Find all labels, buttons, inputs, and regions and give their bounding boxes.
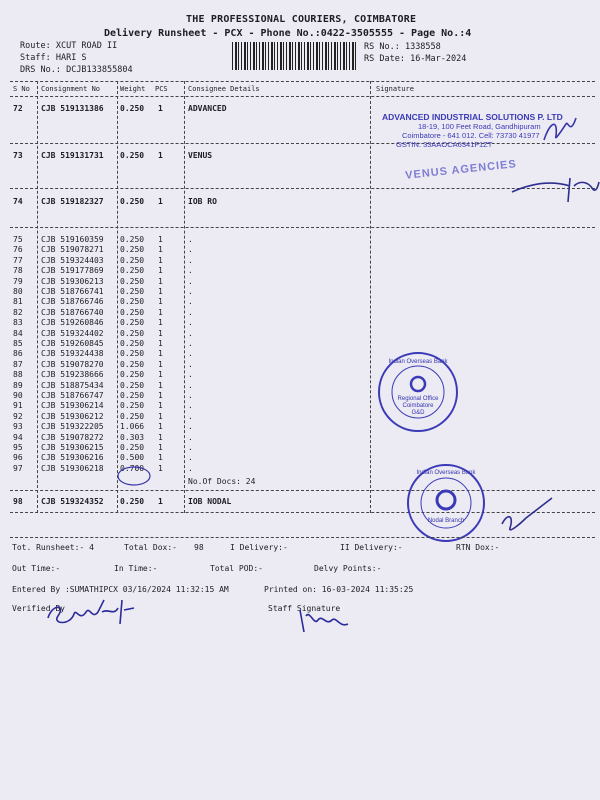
row-consignment: CJB 519160359 xyxy=(41,235,104,244)
row-pcs: 1 xyxy=(158,151,163,160)
row-consignment: CJB 519078272 xyxy=(41,432,104,442)
rs-date-line xyxy=(364,54,466,64)
col-sep-1 xyxy=(37,81,38,513)
row-pcs: 1 xyxy=(158,349,163,359)
row-weight: 0.250 xyxy=(120,235,145,244)
row-pcs: 1 xyxy=(158,497,163,506)
row-pcs: 1 xyxy=(158,453,163,463)
in-time: In Time:- xyxy=(114,564,158,573)
drs-line xyxy=(20,65,133,75)
row-sno: 75 xyxy=(13,235,23,244)
row-pcs: 1 xyxy=(158,380,163,390)
row-consignee: . xyxy=(188,235,193,244)
col-header-sno: S No xyxy=(13,85,30,93)
i-delivery: I Delivery:- xyxy=(230,543,288,552)
row-consignee: . xyxy=(188,432,193,442)
row-weight: 0.250 xyxy=(120,370,145,380)
row-consignee: . xyxy=(188,266,193,276)
row-sno: 72 xyxy=(13,104,23,113)
row-weight: 0.250 xyxy=(120,359,145,369)
row-weight: 0.250 xyxy=(120,197,145,206)
seal-city: Coimbatore xyxy=(402,403,434,409)
row-sep xyxy=(10,227,595,228)
row-pcs: 1 xyxy=(158,411,163,421)
row-consignee: . xyxy=(188,463,193,473)
row-consignment: CJB 518766747 xyxy=(41,391,104,400)
row-weight: 0.250 xyxy=(120,411,145,421)
staff-line xyxy=(20,53,87,63)
row-sno: 76 xyxy=(13,245,23,255)
col-sep-4 xyxy=(370,81,371,513)
row-sno: 85 xyxy=(13,339,23,348)
col-sep-3 xyxy=(184,81,185,513)
company-title: THE PROFESSIONAL COURIERS, COIMBATORE xyxy=(186,14,417,25)
row-consignee: IOB RO xyxy=(188,197,217,206)
row-sno: 83 xyxy=(13,318,23,328)
staff-label: Staff: xyxy=(20,53,51,63)
row-weight: 0.250 xyxy=(120,276,145,286)
row-consignment: CJB 518766741 xyxy=(41,287,104,296)
row-sno: 84 xyxy=(13,328,23,338)
row-sno: 80 xyxy=(13,287,23,296)
row-consignment: CJB 519306214 xyxy=(41,401,104,411)
row-sno: 86 xyxy=(13,349,23,359)
row-sno: 95 xyxy=(13,443,23,452)
iob-logo-icon xyxy=(437,491,455,509)
row-consignment: CJB 519306218 xyxy=(41,463,104,473)
row-sno: 90 xyxy=(13,391,23,400)
row-consignment: CJB 519182327 xyxy=(41,197,104,206)
row-sno: 89 xyxy=(13,380,23,390)
iob-regional-seal xyxy=(376,350,460,434)
row-weight: 0.250 xyxy=(120,380,145,390)
row-consignee: . xyxy=(188,453,193,463)
row-consignee: . xyxy=(188,401,193,411)
row-weight: 0.250 xyxy=(120,266,145,276)
row-sno: 74 xyxy=(13,197,23,206)
route-line xyxy=(20,41,117,51)
row-consignment: CJB 519306213 xyxy=(41,276,104,286)
signature-venus xyxy=(510,172,600,208)
seal-bank-name: Indian Overseas Bank xyxy=(388,359,448,365)
row-consignment: CJB 519324403 xyxy=(41,255,104,265)
row-consignee: VENUS xyxy=(188,151,213,160)
row-pcs: 1 xyxy=(158,287,163,296)
seal-code: G&D xyxy=(411,410,425,416)
row-consignment: CJB 519078270 xyxy=(41,359,104,369)
row-consignment: CJB 519322205 xyxy=(41,422,104,432)
iob-logo-icon xyxy=(411,377,425,391)
row-consignee: . xyxy=(188,349,193,359)
row-consignment: CJB 519306212 xyxy=(41,411,104,421)
row-consignment: CJB 519306215 xyxy=(41,443,104,452)
row-pcs: 1 xyxy=(158,104,163,113)
row-weight: 0.250 xyxy=(120,307,145,317)
row-sno: 78 xyxy=(13,266,23,276)
total-dox-label: Total Dox:- xyxy=(124,543,177,552)
row-consignment: CJB 519260845 xyxy=(41,339,104,348)
row-sno: 92 xyxy=(13,411,23,421)
row-weight: 0.700 xyxy=(120,463,145,473)
row-pcs: 1 xyxy=(158,245,163,255)
route-label: Route: xyxy=(20,41,51,51)
row-sno: 93 xyxy=(13,422,23,432)
signature-nodal xyxy=(496,494,556,538)
row-pcs: 1 xyxy=(158,197,163,206)
row-weight: 0.250 xyxy=(120,245,145,255)
row-consignee: . xyxy=(188,411,193,421)
row-weight: 0.250 xyxy=(120,287,145,296)
ii-delivery: II Delivery:- xyxy=(340,543,403,552)
row-pcs: 1 xyxy=(158,255,163,265)
row-weight: 0.250 xyxy=(120,151,145,160)
docs-rule xyxy=(10,490,595,491)
no-of-docs: No.Of Docs: 24 xyxy=(188,477,256,486)
row-sno: 81 xyxy=(13,297,23,307)
row-consignment: CJB 519131386 xyxy=(41,104,104,113)
row-consignee: . xyxy=(188,391,193,400)
staff-value: HARI S xyxy=(55,53,87,63)
row-consignment: CJB 519260846 xyxy=(41,318,104,328)
total-pod: Total POD:- xyxy=(210,564,263,573)
row-weight: 0.250 xyxy=(120,339,145,348)
rs-no-label: RS No.: xyxy=(364,42,400,52)
staff-signature-label: Staff Signature xyxy=(268,604,341,613)
row-pcs: 1 xyxy=(158,370,163,380)
barcode xyxy=(232,42,358,70)
row-consignee: . xyxy=(188,359,193,369)
summary-top-rule xyxy=(10,537,595,538)
col-header-weight: Weight xyxy=(120,85,146,93)
row-pcs: 1 xyxy=(158,463,163,473)
stamp-adv-gstin: GSTIN: 33AAOCA6341F1ZT xyxy=(396,140,493,149)
row-weight: 0.250 xyxy=(120,255,145,265)
row-weight: 1.066 xyxy=(120,422,145,432)
tot-runsheet: Tot. Runsheet:- 4 xyxy=(12,543,94,552)
row-sno: 97 xyxy=(13,463,23,473)
staff-signature xyxy=(296,606,352,636)
row-pcs: 1 xyxy=(158,339,163,348)
row-pcs: 1 xyxy=(158,328,163,338)
printed-on: Printed on: 16-03-2024 11:35:25 xyxy=(264,585,414,594)
row-pcs: 1 xyxy=(158,297,163,307)
rtn-dox: RTN Dox:- xyxy=(456,543,500,552)
weight-circle-mark xyxy=(116,464,152,488)
row-pcs: 1 xyxy=(158,235,163,244)
verified-by-signature xyxy=(44,596,140,632)
row-consignee: . xyxy=(188,443,193,452)
row-consignee: . xyxy=(188,422,193,432)
row-weight: 0.250 xyxy=(120,497,145,506)
seal-bank-name-2: Indian Overseas Bank xyxy=(416,470,476,476)
seal-nodal: Nodal Branch xyxy=(427,518,465,524)
row-sep xyxy=(10,188,595,189)
row-pcs: 1 xyxy=(158,443,163,452)
row-consignee: . xyxy=(188,276,193,286)
delvy-points: Delvy Points:- xyxy=(314,564,382,573)
row-consignee: . xyxy=(188,245,193,255)
row-weight: 0.500 xyxy=(120,453,145,463)
rs-no-line xyxy=(364,42,441,52)
row-consignee: . xyxy=(188,318,193,328)
rs-date-label: RS Date: xyxy=(364,54,405,64)
iob-nodal-seal xyxy=(404,462,488,544)
row-sno: 77 xyxy=(13,255,23,265)
col-header-pcs: PCS xyxy=(155,85,168,93)
row-pcs: 1 xyxy=(158,422,163,432)
row-sno: 88 xyxy=(13,370,23,380)
row-sno: 98 xyxy=(13,497,23,506)
row-sno: 96 xyxy=(13,453,23,463)
col-header-consignment: Consignment No xyxy=(41,85,101,93)
row-sno: 79 xyxy=(13,276,23,286)
row-consignment: CJB 519238666 xyxy=(41,370,104,380)
row-pcs: 1 xyxy=(158,266,163,276)
row-consignment: CJB 519177869 xyxy=(41,266,104,276)
row-consignment: CJB 519078271 xyxy=(41,245,104,255)
row-consignee: . xyxy=(188,307,193,317)
row-sno: 87 xyxy=(13,359,23,369)
row-sno: 91 xyxy=(13,401,23,411)
row-consignment: CJB 519324352 xyxy=(41,497,104,506)
rs-no-value: 1338558 xyxy=(404,42,441,52)
row-weight: 0.250 xyxy=(120,443,145,452)
row-sno: 73 xyxy=(13,151,23,160)
row-consignee: . xyxy=(188,297,193,307)
row-weight: 0.250 xyxy=(120,328,145,338)
row-consignment: CJB 519306216 xyxy=(41,453,104,463)
seal-office: Regional Office xyxy=(397,396,439,402)
row-sno: 94 xyxy=(13,432,23,442)
row-consignment: CJB 518875434 xyxy=(41,380,104,390)
row-consignee: IOB NODAL xyxy=(188,497,232,506)
row-consignee: . xyxy=(188,328,193,338)
route-value: XCUT ROAD II xyxy=(55,41,118,51)
stamp-adv-addr1: 18-19, 100 Feet Road, Gandhipuram xyxy=(418,122,541,131)
row-weight: 0.250 xyxy=(120,391,145,400)
stamp-adv-addr2: Coimbatore - 641 012. Cell: 73730 41977 xyxy=(402,131,540,140)
runsheet-subtitle: Delivery Runsheet - PCX - Phone No.:0422-3505555 - Page No.:4 xyxy=(104,28,472,39)
row-consignment: CJB 518766746 xyxy=(41,297,104,307)
entered-by: Entered By :SUMATHIPCX 03/16/2024 11:32:15 AM xyxy=(12,585,229,594)
table-header-rule xyxy=(10,96,595,97)
row-pcs: 1 xyxy=(158,276,163,286)
row-weight: 0.250 xyxy=(120,318,145,328)
col-header-signature: Signature xyxy=(376,85,414,93)
row-consignment: CJB 519324438 xyxy=(41,349,104,359)
row-pcs: 1 xyxy=(158,401,163,411)
row-consignee: . xyxy=(188,370,193,380)
row-pcs: 1 xyxy=(158,318,163,328)
row-consignee: . xyxy=(188,255,193,265)
col-sep-2 xyxy=(117,81,118,513)
row-consignment: CJB 518766740 xyxy=(41,307,104,317)
rs-date-value: 16-Mar-2024 xyxy=(410,54,467,64)
row-consignee: ADVANCED xyxy=(188,104,227,113)
row-consignee: . xyxy=(188,339,193,348)
col-header-consignee: Consignee Details xyxy=(188,85,260,93)
out-time: Out Time:- xyxy=(12,564,61,573)
row-pcs: 1 xyxy=(158,307,163,317)
row-weight: 0.250 xyxy=(120,349,145,359)
row-consignee: . xyxy=(188,380,193,390)
row-pcs: 1 xyxy=(158,359,163,369)
table-top-rule xyxy=(10,81,595,82)
row-consignment: CJB 519131731 xyxy=(41,151,104,160)
row-pcs: 1 xyxy=(158,391,163,400)
row-weight: 0.250 xyxy=(120,297,145,307)
stamp-adv-name: ADVANCED INDUSTRIAL SOLUTIONS P. LTD xyxy=(382,112,563,122)
row-weight: 0.250 xyxy=(120,401,145,411)
row-consignee: . xyxy=(188,287,193,296)
drs-label: DRS No.: xyxy=(20,65,61,75)
row-consignment: CJB 519324402 xyxy=(41,328,104,338)
drs-value: DCJB133855804 xyxy=(66,65,133,75)
row-pcs: 1 xyxy=(158,432,163,442)
verified-by-label: Verified By xyxy=(12,604,65,613)
signature-advanced xyxy=(540,112,580,148)
total-dox-value: 98 xyxy=(194,543,204,552)
venus-agencies-stamp: VENUS AGENCIES xyxy=(404,158,518,182)
row-sno: 82 xyxy=(13,307,23,317)
row-weight: 0.250 xyxy=(120,104,145,113)
row-weight: 0.303 xyxy=(120,432,145,442)
